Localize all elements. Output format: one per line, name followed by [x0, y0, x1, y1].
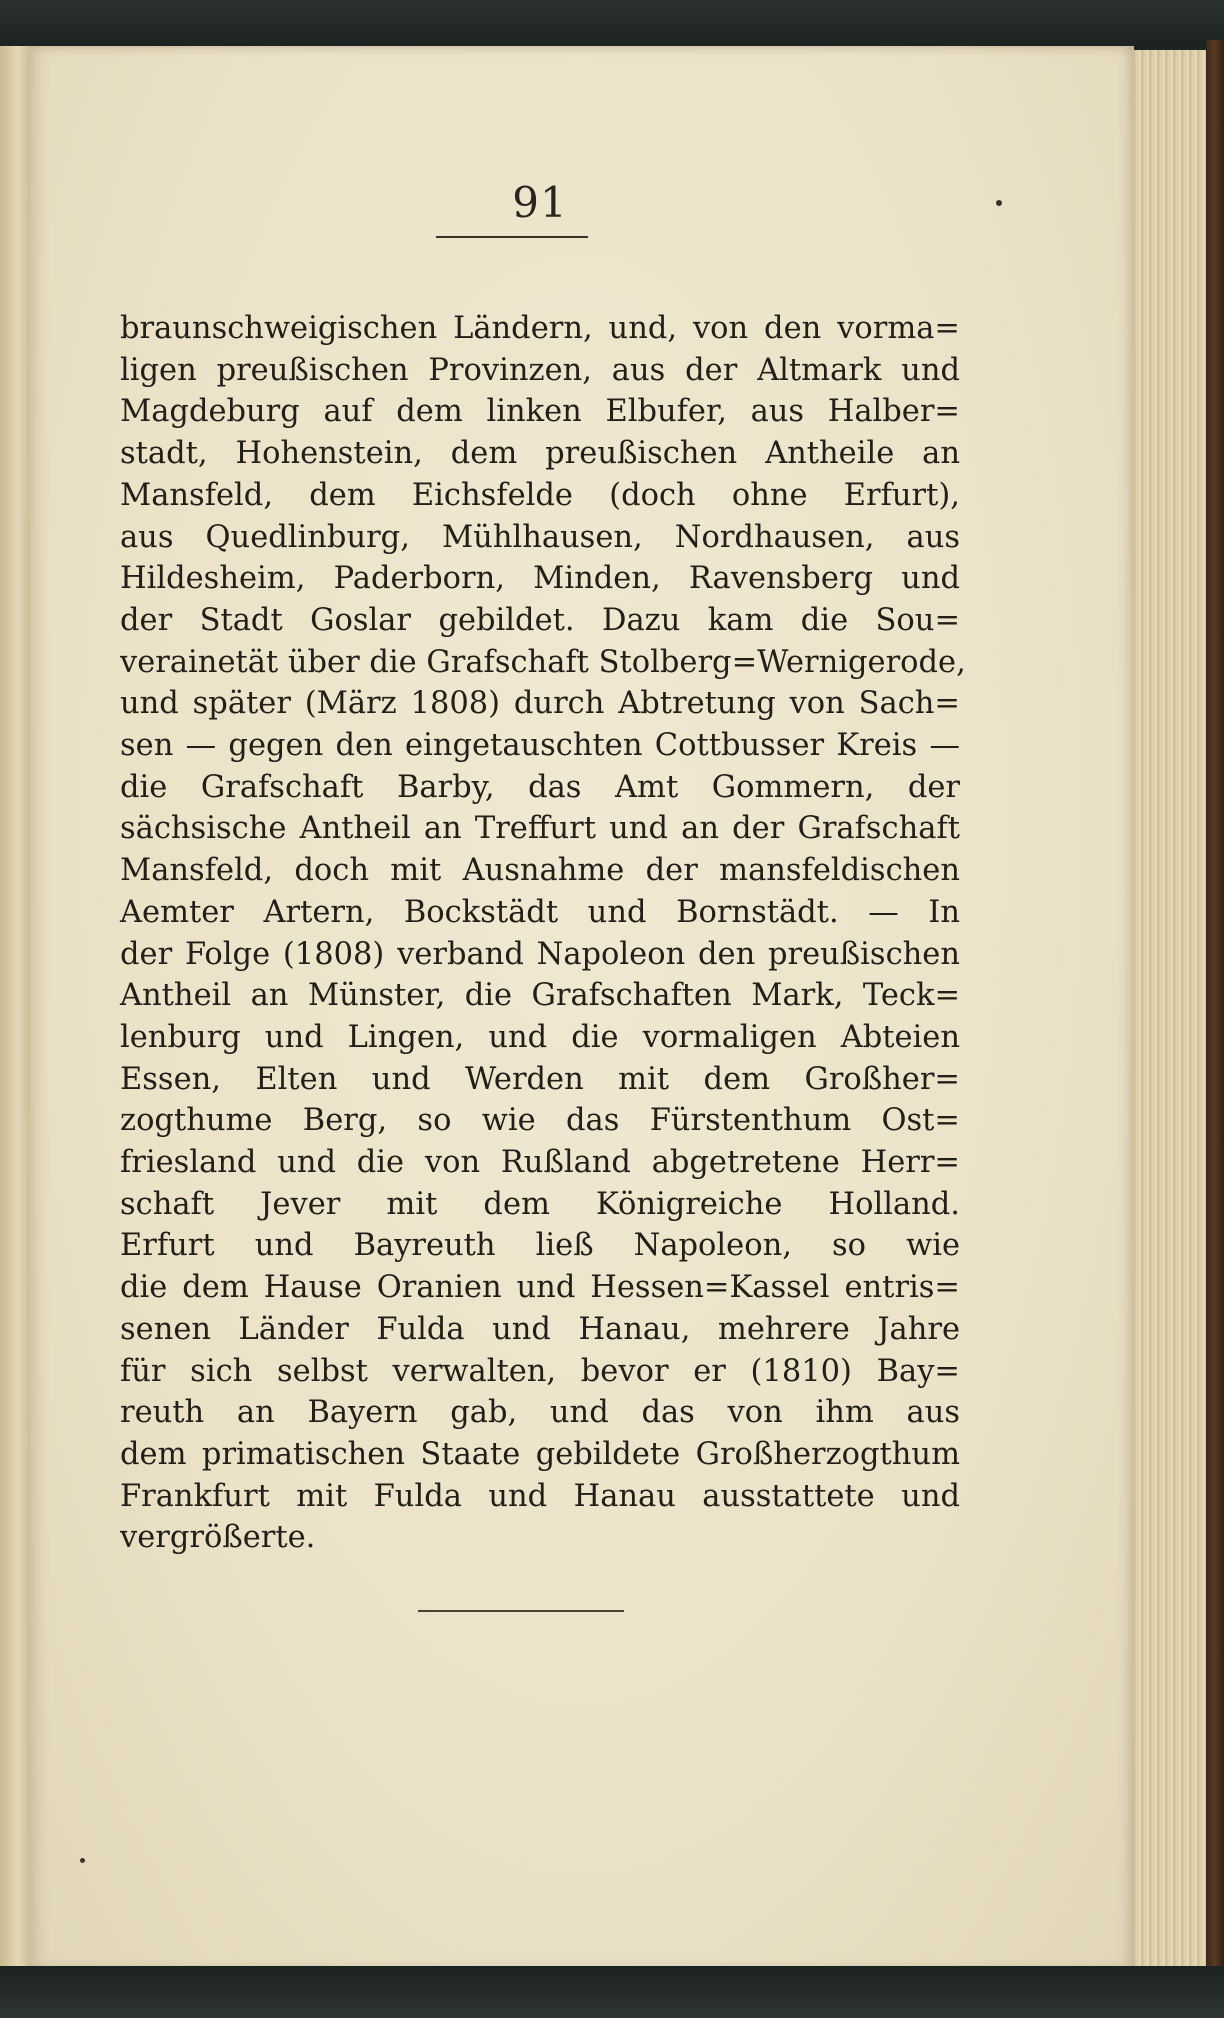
text-line: schaft Jever mit dem Königreiche Holland.	[120, 1186, 960, 1222]
book-cover-edge	[1206, 40, 1224, 1980]
text-line: der Stadt Goslar gebildet. Dazu kam die Sou=	[120, 602, 960, 638]
body-text	[120, 308, 966, 1559]
book-page	[30, 46, 1134, 1970]
ink-speck	[996, 200, 1002, 206]
scan-background-bottom	[0, 1966, 1224, 2018]
text-line: Magdeburg auf dem linken Elbufer, aus Halber=	[120, 394, 960, 430]
page-number: 91	[512, 178, 568, 227]
text-line: ligen preußischen Provinzen, aus der Altmark und	[120, 352, 960, 388]
text-line: zogthume Berg, so wie das Fürstenthum Ost=	[120, 1103, 960, 1139]
ink-speck	[80, 1858, 85, 1863]
text-line: aus Quedlinburg, Mühlhausen, Nordhausen, aus	[120, 519, 960, 555]
text-line: verainetät über die Grafschaft Stolberg=Wernigerode,	[120, 644, 966, 680]
text-line: die dem Hause Oranien und Hessen=Kassel entris=	[120, 1270, 960, 1306]
text-line: lenburg und Lingen, und die vormaligen Abteien	[120, 1019, 960, 1055]
text-line: stadt, Hohenstein, dem preußischen Antheile an	[120, 436, 960, 472]
page-stack-edge	[1128, 50, 1213, 1974]
text-line: reuth an Bayern gab, und das von ihm aus	[120, 1395, 960, 1431]
scan-background-top	[0, 0, 1224, 48]
text-line: senen Länder Fulda und Hanau, mehrere Jahre	[120, 1311, 960, 1347]
text-line: braunschweigischen Ländern, und, von den vorma=	[120, 311, 960, 346]
text-line: der Folge (1808) verband Napoleon den preußischen	[120, 936, 960, 972]
footer-rule	[418, 1610, 624, 1612]
text-line: vergrößerte.	[120, 1520, 316, 1556]
text-line: und später (März 1808) durch Abtretung von Sach=	[120, 686, 960, 722]
text-line: Frankfurt mit Fulda und Hanau ausstattete und	[120, 1478, 960, 1514]
text-line: sen — gegen den eingetauschten Cottbusser Kreis —	[120, 728, 960, 764]
text-line: Erfurt und Bayreuth ließ Napoleon, so wie	[120, 1228, 960, 1264]
text-line: sächsische Antheil an Treffurt und an der Grafschaft	[120, 811, 960, 847]
text-line: Essen, Elten und Werden mit dem Großher=	[120, 1061, 960, 1097]
text-line: Aemter Artern, Bockstädt und Bornstädt. — In	[120, 894, 960, 930]
text-line: Antheil an Münster, die Grafschaften Mark, Teck=	[120, 978, 960, 1014]
header-rule	[436, 236, 588, 238]
text-line: Mansfeld, doch mit Ausnahme der mansfeldischen	[120, 853, 960, 889]
text-line: friesland und die von Rußland abgetretene Herr=	[120, 1145, 960, 1181]
text-line: Hildesheim, Paderborn, Minden, Ravensberg und	[120, 561, 960, 597]
facing-page-edge	[0, 46, 30, 1966]
text-line: für sich selbst verwalten, bevor er (1810) Bay=	[120, 1353, 960, 1389]
text-line: dem primatischen Staate gebildete Großherzogthum	[120, 1436, 960, 1472]
text-line: die Grafschaft Barby, das Amt Gommern, der	[120, 769, 960, 805]
text-line: Mansfeld, dem Eichsfelde (doch ohne Erfurt),	[120, 477, 960, 513]
